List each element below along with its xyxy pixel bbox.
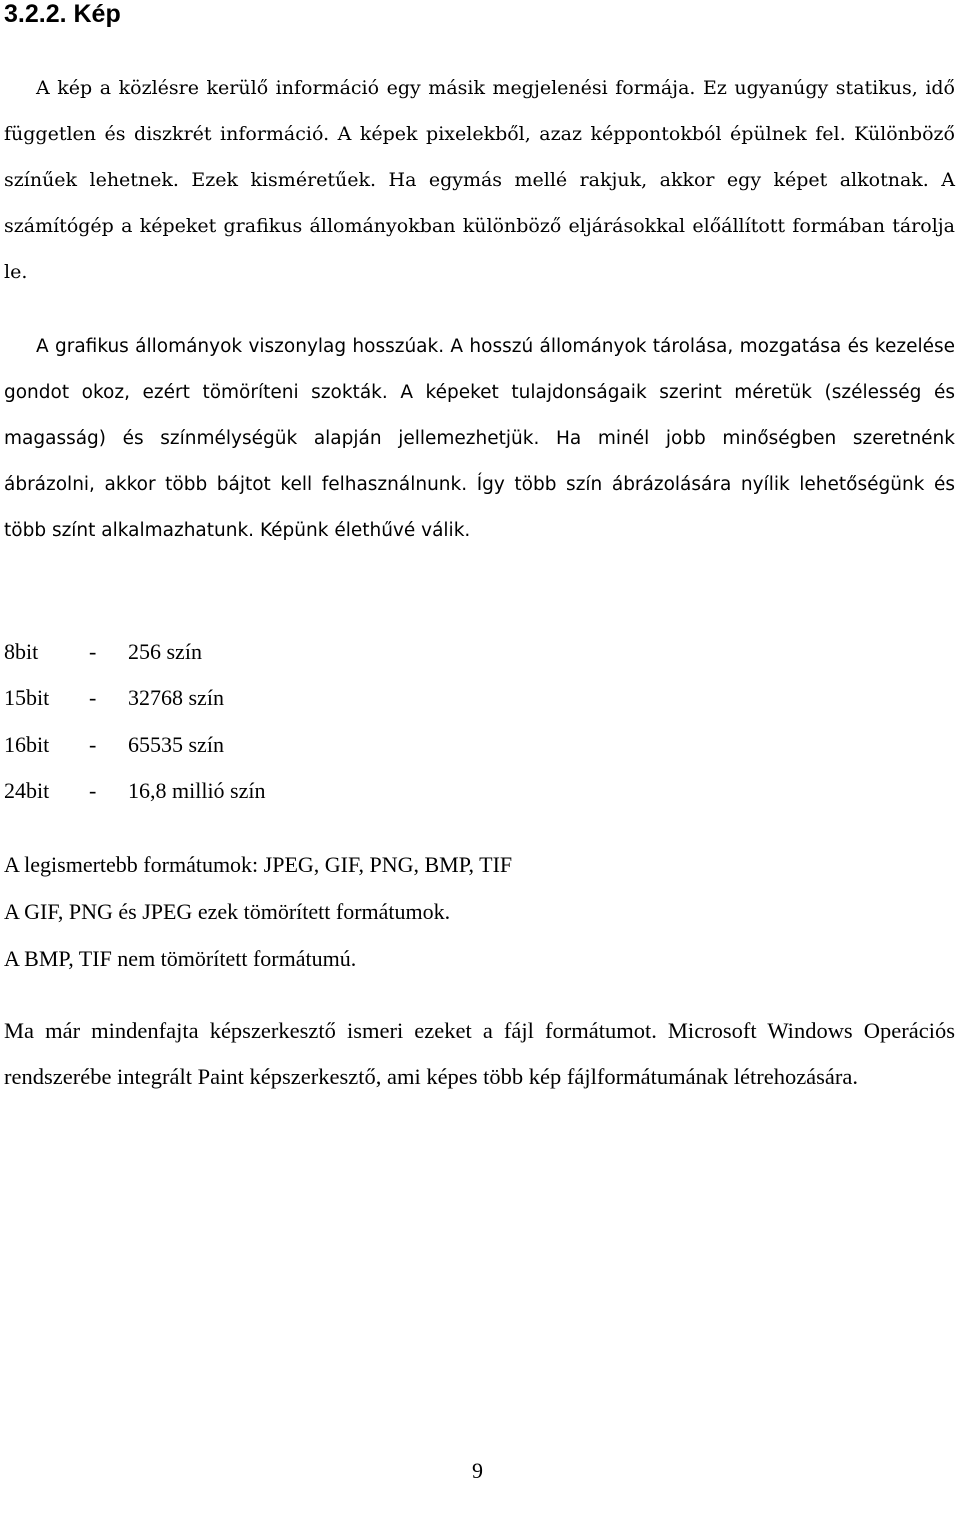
bit-depth-colors: 65535 szín xyxy=(128,731,224,757)
page-number: 9 xyxy=(472,1458,483,1483)
bit-depth-colors: 32768 szín xyxy=(128,685,224,711)
paragraph-file-size: A grafikus állományok viszonylag hosszúak. A hosszú állományok tárolása, mozgatása és kezelése gondot okoz, ezért tömöríteni szokták. A képeket tulajdonságaik szerint méretük (szélesség és magasság) és színmélységük alapján jellemezhetjük. Ha minél jobb minőségben szeretnénk ábrázolni, akkor több bájtot kell felhasználnunk. Így több szín ábrázolására nyílik lehetőségünk és több színt alkalmazhatunk. Képünk élethűvé válik. xyxy=(4,336,955,541)
bit-depth-dash: - xyxy=(89,777,97,803)
paragraph-intro: A kép a közlésre kerülő információ egy másik megjelenési formája. Ez ugyanúgy statikus, idő független és diszkrét információ. A képek pixelekből, azaz képpontokból épülnek fel. Különböző színűek lehetnek. Ezek kisméretűek. Ha egymás mellé rakjuk, akkor egy képet alkotnak. A számítógép a képeket grafikus állományokban különböző eljárásokkal előállított formában tárolja le. xyxy=(4,77,955,283)
section-heading: 3.2.2. Kép xyxy=(4,0,121,28)
bit-depth-bits: 16bit xyxy=(4,731,50,757)
bit-depth-bits: 24bit xyxy=(4,777,50,803)
bit-depth-bits: 15bit xyxy=(4,685,50,711)
bit-depth-dash: - xyxy=(89,685,97,711)
format-known-line: A legismertebb formátumok: JPEG, GIF, PNG, BMP, TIF xyxy=(4,852,513,877)
paragraph-paint: Ma már mindenfajta képszerkesztő ismeri ezeket a fájl formátumot. Microsoft Windows Operációs rendszerébe integrált Paint képszerkesztő, ami képes több kép fájlformátumának létrehozására. xyxy=(4,1018,955,1089)
format-uncompressed-line: A BMP, TIF nem tömörített formátumú. xyxy=(4,946,357,971)
format-compressed-line: A GIF, PNG és JPEG ezek tömörített formátumok. xyxy=(4,899,451,924)
bit-depth-colors: 16,8 millió szín xyxy=(128,777,266,803)
bit-depth-colors: 256 szín xyxy=(128,639,202,664)
bit-depth-dash: - xyxy=(89,639,97,664)
bit-depth-dash: - xyxy=(89,731,97,757)
bit-depth-bits: 8bit xyxy=(4,639,39,664)
format-notes xyxy=(4,841,512,982)
